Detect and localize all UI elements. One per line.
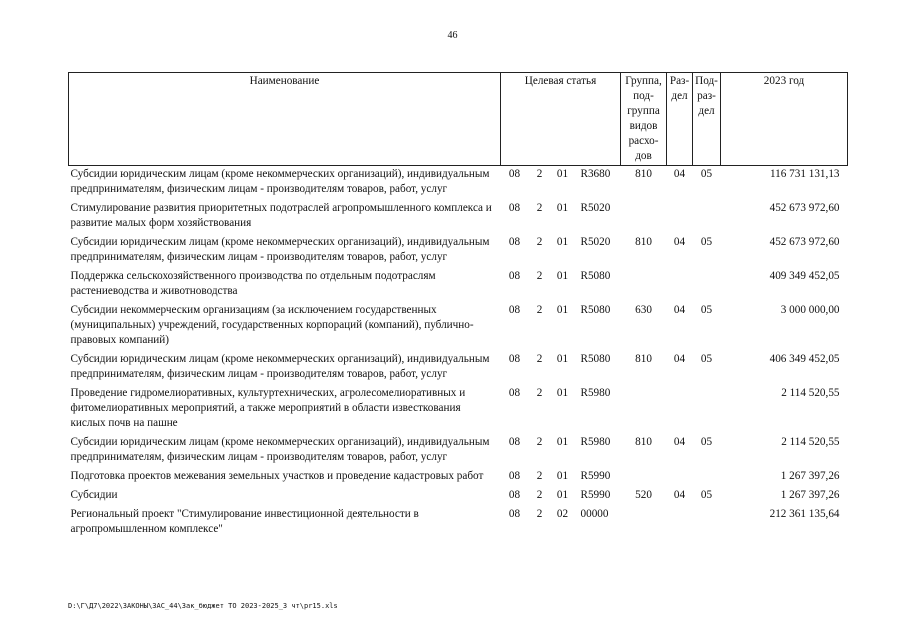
- row-target-part-4: R5080: [580, 304, 611, 316]
- table-row: [69, 268, 848, 302]
- row-expense-group: 810: [635, 236, 652, 248]
- row-target-part-3: 01: [556, 168, 569, 180]
- header-group-line: видов: [629, 120, 658, 132]
- header-year-2023: 2023 год: [721, 73, 848, 166]
- row-name: Проведение гидромелиоративных, культуртехнических, агролесомелиоративных и фитомелиоративных мероприятий, а также мероприятий в области известкования кислых почв на пашне: [70, 387, 466, 429]
- header-subsection-line: раз-: [697, 90, 716, 102]
- row-target-part-1: 08: [508, 202, 521, 214]
- row-target-part-4: R5980: [580, 436, 611, 448]
- table-row: [69, 302, 848, 351]
- row-target-part-1: 08: [508, 508, 521, 520]
- header-section-line: Раз-: [669, 75, 690, 87]
- table-row: [69, 434, 848, 468]
- row-subsection: 05: [700, 436, 713, 448]
- row-subsection: [693, 268, 721, 302]
- row-expense-group: 810: [635, 168, 652, 180]
- row-section: [667, 385, 693, 434]
- row-target-part-2: 2: [536, 236, 543, 248]
- row-expense-group: [621, 200, 667, 234]
- table-row: [69, 468, 848, 487]
- header-group-line: расхо-: [628, 135, 659, 147]
- header-section-line: дел: [671, 90, 688, 102]
- table-row: [69, 506, 848, 540]
- header-target-article: Целевая статья: [501, 73, 621, 166]
- row-expense-group: [621, 468, 667, 487]
- row-amount-2023: 2 114 520,55: [781, 436, 840, 448]
- row-expense-group: [621, 385, 667, 434]
- row-target-part-4: R5990: [580, 489, 611, 501]
- row-expense-group: [621, 268, 667, 302]
- row-target-part-2: 2: [536, 353, 543, 365]
- row-target-part-4: R3680: [580, 168, 611, 180]
- row-amount-2023: 1 267 397,26: [780, 489, 840, 501]
- row-target-part-2: 2: [536, 489, 543, 501]
- row-section: 04: [673, 353, 686, 365]
- row-name: Субсидии юридическим лицам (кроме некоммерческих организаций), индивидуальным предпринимателям, физическим лицам - производителям товаров, работ, услуг: [70, 353, 490, 380]
- row-subsection: [693, 506, 721, 540]
- row-target-part-2: 2: [536, 470, 543, 482]
- table-row: [69, 385, 848, 434]
- row-subsection: [693, 468, 721, 487]
- row-name: Субсидии некоммерческим организациям (за исключением государственных (муниципальных) учреждений, государственных корпораций (компаний), публично-правовых компаний): [70, 304, 474, 346]
- row-section: [667, 268, 693, 302]
- row-amount-2023: 2 114 520,55: [781, 387, 840, 399]
- row-section: [667, 506, 693, 540]
- row-section: 04: [673, 436, 686, 448]
- row-target-part-4: R5080: [580, 353, 611, 365]
- row-subsection: 05: [700, 236, 713, 248]
- row-amount-2023: 3 000 000,00: [780, 304, 840, 316]
- row-target-part-2: 2: [536, 436, 543, 448]
- row-target-part-1: 08: [508, 353, 521, 365]
- row-expense-group: 630: [635, 304, 652, 316]
- row-name: Субсидии юридическим лицам (кроме некоммерческих организаций), индивидуальным предпринимателям, физическим лицам - производителям товаров, работ, услуг: [70, 436, 490, 463]
- header-subsection: [693, 73, 721, 166]
- row-target-part-3: 01: [556, 489, 569, 501]
- row-amount-2023: 406 349 452,05: [769, 353, 840, 365]
- row-expense-group: 520: [635, 489, 652, 501]
- row-target-part-1: 08: [508, 387, 521, 399]
- header-subsection-line: Под-: [695, 75, 718, 87]
- row-target-part-4: R5990: [580, 470, 611, 482]
- row-subsection: 05: [700, 304, 713, 316]
- row-amount-2023: 409 349 452,05: [769, 270, 840, 282]
- row-target-part-3: 01: [556, 387, 569, 399]
- row-target-part-4: R5020: [580, 236, 611, 248]
- row-name: Субсидии юридическим лицам (кроме некоммерческих организаций), индивидуальным предпринимателям, физическим лицам - производителям товаров, работ, услуг: [70, 168, 490, 195]
- row-name: Поддержка сельскохозяйственного производства по отдельным подотраслям растениеводства и животноводства: [70, 270, 436, 297]
- row-section: [667, 200, 693, 234]
- row-section: 04: [673, 168, 686, 180]
- row-name: Субсидии: [70, 489, 118, 501]
- row-section: 04: [673, 236, 686, 248]
- row-target-part-2: 2: [536, 202, 543, 214]
- row-section: 04: [673, 304, 686, 316]
- row-expense-group: 810: [635, 436, 652, 448]
- row-amount-2023: 1 267 397,26: [780, 470, 840, 482]
- row-target-part-1: 08: [508, 236, 521, 248]
- row-target-part-4: 00000: [580, 508, 609, 520]
- file-path-footer: D:\Г\Д7\2022\ЗАКОНЫ\ЗАС_44\Зак_бюджет ТО 2023-2025_3 чт\pr15.xls: [68, 602, 338, 610]
- row-target-part-4: R5020: [580, 202, 611, 214]
- row-target-part-2: 2: [536, 270, 543, 282]
- header-expense-group: [621, 73, 667, 166]
- row-expense-group: 810: [635, 353, 652, 365]
- row-target-part-3: 01: [556, 270, 569, 282]
- row-subsection: 05: [700, 353, 713, 365]
- row-amount-2023: 452 673 972,60: [769, 202, 840, 214]
- row-target-part-3: 01: [556, 436, 569, 448]
- row-target-part-1: 08: [508, 270, 521, 282]
- row-target-part-2: 2: [536, 168, 543, 180]
- row-target-part-1: 08: [508, 304, 521, 316]
- header-group-line: группа: [627, 105, 660, 117]
- row-name: Субсидии юридическим лицам (кроме некоммерческих организаций), индивидуальным предпринимателям, физическим лицам - производителям товаров, работ, услуг: [70, 236, 490, 263]
- header-subsection-line: дел: [698, 105, 715, 117]
- header-group-line: Группа,: [625, 75, 662, 87]
- row-subsection: 05: [700, 489, 713, 501]
- row-section: 04: [673, 489, 686, 501]
- row-name: Подготовка проектов межевания земельных участков и проведение кадастровых работ: [70, 470, 484, 482]
- header-group-line: дов: [635, 150, 652, 162]
- row-target-part-2: 2: [536, 304, 543, 316]
- row-target-part-3: 01: [556, 304, 569, 316]
- row-target-part-1: 08: [508, 168, 521, 180]
- header-section: [667, 73, 693, 166]
- row-target-part-1: 08: [508, 489, 521, 501]
- row-target-part-2: 2: [536, 508, 543, 520]
- row-target-part-3: 01: [556, 202, 569, 214]
- row-amount-2023: 212 361 135,64: [769, 508, 840, 520]
- row-target-part-1: 08: [508, 470, 521, 482]
- table-row: [69, 487, 848, 506]
- row-target-part-2: 2: [536, 387, 543, 399]
- budget-table: [68, 72, 848, 540]
- row-name: Стимулирование развития приоритетных подотраслей агропромышленного комплекса и развитие малых форм хозяйствования: [70, 202, 492, 229]
- row-target-part-3: 01: [556, 470, 569, 482]
- row-expense-group: [621, 506, 667, 540]
- table-row: [69, 166, 848, 201]
- row-section: [667, 468, 693, 487]
- table-row: [69, 200, 848, 234]
- row-target-part-3: 01: [556, 353, 569, 365]
- row-subsection: [693, 200, 721, 234]
- row-subsection: 05: [700, 168, 713, 180]
- header-name: Наименование: [69, 73, 501, 166]
- header-group-line: под-: [633, 90, 654, 102]
- row-amount-2023: 116 731 131,13: [770, 168, 840, 180]
- table-row: [69, 234, 848, 268]
- row-subsection: [693, 385, 721, 434]
- row-target-part-1: 08: [508, 436, 521, 448]
- table-header-row: [69, 73, 848, 166]
- row-target-part-3: 02: [556, 508, 569, 520]
- row-target-part-4: R5980: [580, 387, 611, 399]
- row-target-part-4: R5080: [580, 270, 611, 282]
- page-number: 46: [447, 30, 458, 41]
- table-row: [69, 351, 848, 385]
- row-amount-2023: 452 673 972,60: [769, 236, 840, 248]
- row-name: Региональный проект "Стимулирование инвестиционной деятельности в агропромышленном комплексе": [70, 508, 419, 535]
- row-target-part-3: 01: [556, 236, 569, 248]
